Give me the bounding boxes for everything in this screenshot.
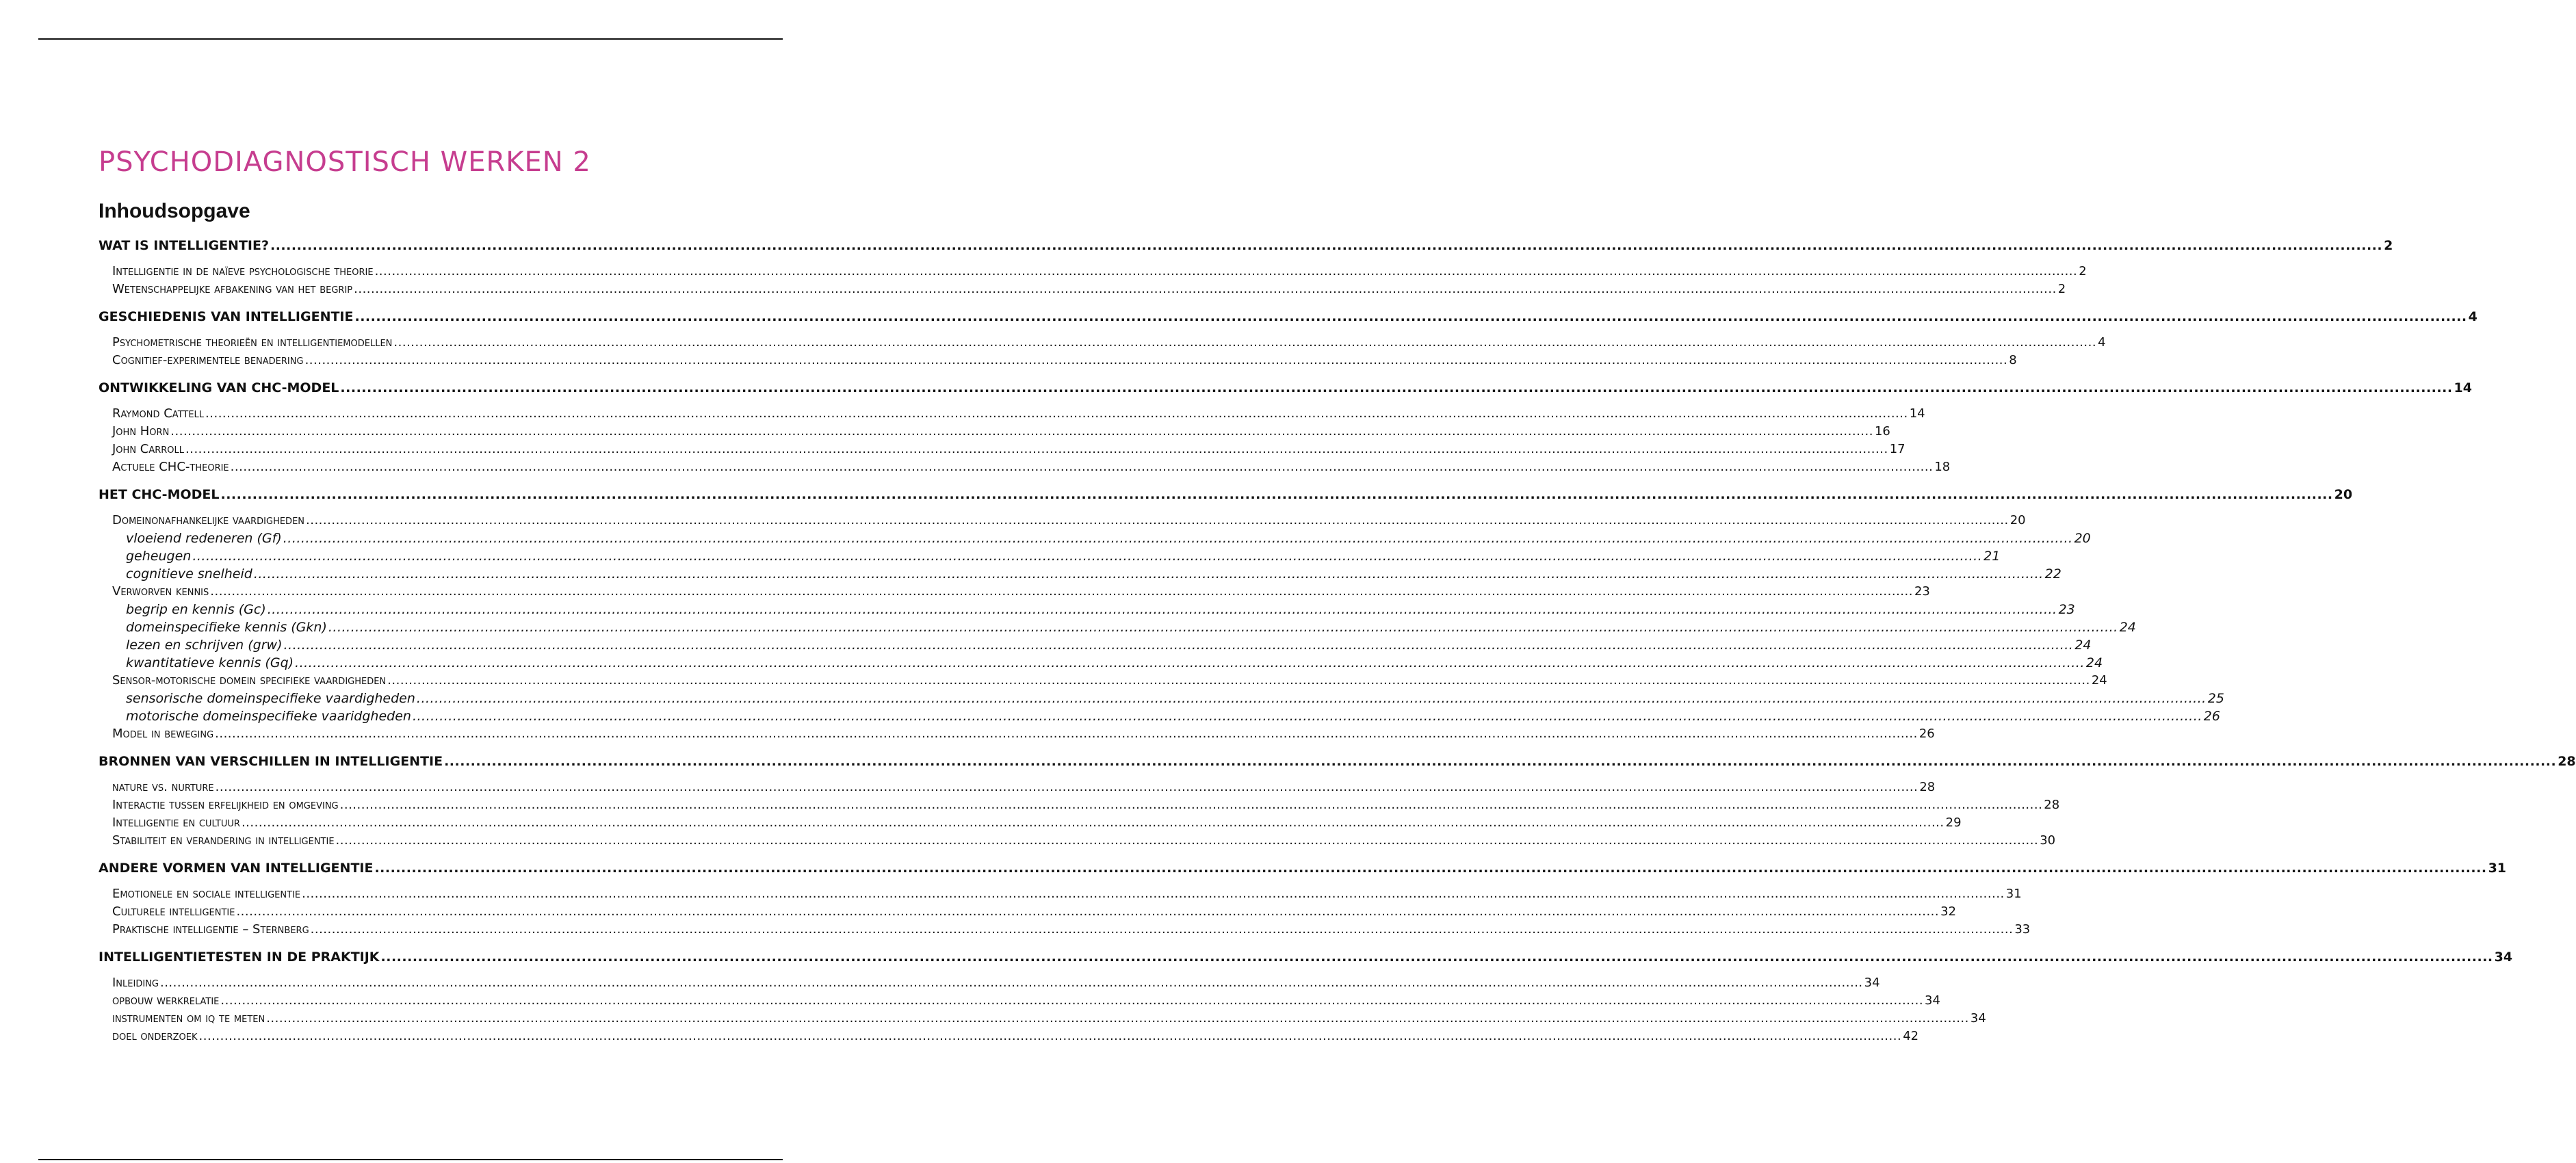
toc-dot-leader: ................................................................................................................................................................................................................................................................................................................................................................................................................ — [215, 727, 1918, 741]
toc-entry-label: Model in beweging — [112, 727, 214, 741]
toc-dot-leader: ................................................................................................................................................................................................................................................................................................................................................................................................................ — [387, 673, 2090, 688]
toc-dot-leader: ................................................................................................................................................................................................................................................................................................................................................................................................................ — [210, 584, 1913, 599]
toc-dot-leader: ................................................................................................................................................................................................................................................................................................................................................................................................................ — [304, 353, 2008, 367]
toc-entry-label: lezen en schrijven (grw) — [126, 638, 283, 653]
toc-dot-leader: ................................................................................................................................................................................................................................................................................................................................................................................................................ — [444, 754, 2557, 769]
toc-dot-leader: ................................................................................................................................................................................................................................................................................................................................................................................................................ — [295, 655, 2085, 670]
toc-entry-level-2[interactable] — [112, 1011, 1986, 1025]
toc-entry-level-2[interactable] — [112, 264, 2087, 278]
toc-entry-page-number: 2 — [2057, 282, 2066, 296]
toc-entry-level-1[interactable] — [99, 309, 2477, 324]
toc-entry-page-number: 34 — [1970, 1011, 1986, 1025]
toc-entry-page-number: 29 — [1945, 815, 1962, 830]
toc-dot-leader: ................................................................................................................................................................................................................................................................................................................................................................................................................ — [283, 531, 2073, 546]
toc-dot-leader: ................................................................................................................................................................................................................................................................................................................................................................................................................ — [267, 602, 2057, 617]
toc-entry-label: Sensor-motorische domein specifieke vaardigheden — [112, 673, 387, 688]
toc-entry-level-2[interactable] — [112, 833, 2056, 848]
toc-entry-page-number: 20 — [2009, 513, 2026, 527]
toc-entry-label: sensorische domeinspecifieke vaardigheden — [126, 691, 415, 706]
toc-entry-label: Actuele CHC-theorie — [112, 460, 229, 474]
toc-entry-label: BRONNEN VAN VERSCHILLEN IN INTELLIGENTIE — [99, 754, 443, 769]
toc-entry-page-number: 31 — [2488, 861, 2507, 876]
toc-dot-leader: ................................................................................................................................................................................................................................................................................................................................................................................................................ — [192, 549, 1983, 564]
toc-entry-page-number: 24 — [2074, 638, 2092, 653]
toc-entry-page-number: 42 — [1903, 1029, 1919, 1043]
toc-entry-label: Intelligentie en cultuur — [112, 815, 240, 830]
toc-entry-level-3[interactable] — [126, 655, 2103, 670]
toc-entry-label: instrumenten om iq te meten — [112, 1011, 265, 1025]
toc-entry-level-1[interactable] — [99, 380, 2472, 395]
toc-dot-leader: ................................................................................................................................................................................................................................................................................................................................................................................................................ — [270, 238, 2383, 253]
toc-entry-level-2[interactable] — [112, 727, 1935, 741]
toc-dot-leader: ................................................................................................................................................................................................................................................................................................................................................................................................................ — [185, 442, 1888, 456]
toc-entry-level-3[interactable] — [126, 602, 2075, 617]
toc-dot-leader: ................................................................................................................................................................................................................................................................................................................................................................................................................ — [412, 709, 2202, 724]
toc-entry-label: nature vs. nurture — [112, 780, 214, 794]
toc-entry-level-1[interactable] — [99, 238, 2393, 253]
toc-entry-label: WAT IS INTELLIGENTIE? — [99, 238, 269, 253]
toc-dot-leader: ................................................................................................................................................................................................................................................................................................................................................................................................................ — [354, 282, 2057, 296]
page-bottom-rule — [38, 1159, 783, 1160]
toc-dot-leader: ................................................................................................................................................................................................................................................................................................................................................................................................................ — [236, 904, 1940, 919]
toc-entry-page-number: 20 — [2334, 487, 2353, 502]
toc-entry-level-2[interactable] — [112, 798, 2060, 812]
toc-entry-level-2[interactable] — [112, 976, 1880, 990]
toc-entry-label: begrip en kennis (Gc) — [126, 602, 266, 617]
toc-entry-level-1[interactable] — [99, 487, 2353, 502]
toc-entry-level-2[interactable] — [112, 922, 2031, 937]
toc-dot-leader: ................................................................................................................................................................................................................................................................................................................................................................................................................ — [230, 460, 1934, 474]
toc-heading: Inhoudsopgave — [99, 200, 250, 222]
toc-entry-level-2[interactable] — [112, 335, 2106, 350]
toc-dot-leader: ................................................................................................................................................................................................................................................................................................................................................................................................................ — [335, 833, 2039, 848]
toc-entry-level-2[interactable] — [112, 282, 2066, 296]
toc-entry-level-3[interactable] — [126, 566, 2061, 582]
toc-entry-label: INTELLIGENTIETESTEN IN DE PRAKTIJK — [99, 950, 380, 965]
toc-entry-page-number: 30 — [2040, 833, 2056, 848]
toc-entry-label: Intelligentie in de naïeve psychologische theorie — [112, 264, 374, 278]
toc-entry-label: ANDERE VORMEN VAN INTELLIGENTIE — [99, 861, 374, 876]
toc-dot-leader: ................................................................................................................................................................................................................................................................................................................................................................................................................ — [198, 1029, 1902, 1043]
toc-entry-label: Domeinonafhankelijke vaardigheden — [112, 513, 305, 527]
toc-entry-label: Inleiding — [112, 976, 159, 990]
toc-entry-level-2[interactable] — [112, 353, 2017, 367]
toc-entry-label: ONTWIKKELING VAN CHC-MODEL — [99, 380, 339, 395]
toc-entry-level-3[interactable] — [126, 620, 2136, 635]
toc-entry-level-3[interactable] — [126, 638, 2092, 653]
toc-entry-label: Cognitief-experimentele benadering — [112, 353, 304, 367]
toc-entry-page-number: 14 — [1909, 406, 1925, 421]
toc-entry-page-number: 17 — [1889, 442, 1905, 456]
toc-entry-level-1[interactable] — [99, 861, 2507, 876]
toc-entry-page-number: 34 — [1864, 976, 1880, 990]
toc-entry-label: kwantitatieve kennis (Gq) — [126, 655, 294, 670]
toc-entry-page-number: 24 — [2119, 620, 2136, 635]
toc-entry-page-number: 20 — [2074, 531, 2091, 546]
toc-entry-label: GESCHIEDENIS VAN INTELLIGENTIE — [99, 309, 354, 324]
toc-dot-leader: ................................................................................................................................................................................................................................................................................................................................................................................................................ — [241, 815, 1944, 830]
document-title: PSYCHODIAGNOSTISCH WERKEN 2 — [99, 146, 591, 178]
toc-dot-leader: ................................................................................................................................................................................................................................................................................................................................................................................................................ — [215, 780, 1918, 794]
toc-entry-label: geheugen — [126, 549, 192, 564]
toc-entry-page-number: 32 — [1940, 904, 1957, 919]
toc-entry-label: opbouw werkrelatie — [112, 993, 220, 1008]
toc-dot-leader: ................................................................................................................................................................................................................................................................................................................................................................................................................ — [374, 861, 2487, 876]
toc-entry-page-number: 34 — [1925, 993, 1940, 1008]
toc-entry-level-2[interactable] — [112, 993, 1940, 1008]
toc-entry-level-2[interactable] — [112, 815, 1962, 830]
toc-dot-leader: ................................................................................................................................................................................................................................................................................................................................................................................................................ — [340, 380, 2453, 395]
toc-entry-page-number: 28 — [1919, 780, 1936, 794]
toc-entry-page-number: 28 — [2044, 798, 2060, 812]
toc-entry-page-number: 23 — [1914, 584, 1930, 599]
toc-dot-leader: ................................................................................................................................................................................................................................................................................................................................................................................................................ — [220, 487, 2333, 502]
toc-entry-label: Wetenschappelijke afbakening van het begrip — [112, 282, 353, 296]
toc-entry-page-number: 16 — [1874, 424, 1890, 439]
toc-entry-page-number: 25 — [2207, 691, 2224, 706]
toc-entry-label: Praktische intelligentie – Sternberg — [112, 922, 309, 937]
toc-dot-leader: ................................................................................................................................................................................................................................................................................................................................................................................................................ — [310, 922, 2014, 937]
toc-entry-page-number: 33 — [2014, 922, 2031, 937]
toc-entry-page-number: 34 — [2494, 950, 2513, 965]
toc-entry-page-number: 28 — [2558, 754, 2576, 769]
toc-dot-leader: ................................................................................................................................................................................................................................................................................................................................................................................................................ — [159, 976, 1863, 990]
toc-entry-level-2[interactable] — [112, 887, 2022, 901]
toc-dot-leader: ................................................................................................................................................................................................................................................................................................................................................................................................................ — [253, 566, 2044, 582]
toc-entry-page-number: 24 — [2091, 673, 2107, 688]
toc-entry-level-2[interactable] — [112, 780, 1936, 794]
toc-entry-label: motorische domeinspecifieke vaaridgheden — [126, 709, 411, 724]
toc-dot-leader: ................................................................................................................................................................................................................................................................................................................................................................................................................ — [170, 424, 1873, 439]
toc-entry-page-number: 24 — [2085, 655, 2103, 670]
toc-entry-label: domeinspecifieke kennis (Gkn) — [126, 620, 327, 635]
toc-entry-label: vloeiend redeneren (Gf) — [126, 531, 282, 546]
toc-entry-level-3[interactable] — [126, 531, 2091, 546]
toc-entry-label: Interactie tussen erfelijkheid en omgeving — [112, 798, 339, 812]
toc-entry-label: HET CHC-MODEL — [99, 487, 220, 502]
toc-entry-level-1[interactable] — [99, 754, 2576, 769]
toc-entry-level-2[interactable] — [112, 424, 1890, 439]
toc-dot-leader: ................................................................................................................................................................................................................................................................................................................................................................................................................ — [283, 638, 2074, 653]
toc-entry-level-2[interactable] — [112, 406, 1925, 421]
toc-entry-level-3[interactable] — [126, 709, 2220, 724]
toc-entry-level-1[interactable] — [99, 950, 2513, 965]
toc-dot-leader: ................................................................................................................................................................................................................................................................................................................................................................................................................ — [393, 335, 2097, 350]
toc-entry-level-2[interactable] — [112, 460, 1951, 474]
toc-entry-label: Culturele intelligentie — [112, 904, 235, 919]
toc-entry-page-number: 26 — [1918, 727, 1935, 741]
toc-dot-leader: ................................................................................................................................................................................................................................................................................................................................................................................................................ — [339, 798, 2043, 812]
toc-dot-leader: ................................................................................................................................................................................................................................................................................................................................................................................................................ — [220, 993, 1924, 1008]
toc-entry-level-2[interactable] — [112, 584, 1930, 599]
toc-dot-leader: ................................................................................................................................................................................................................................................................................................................................................................................................................ — [380, 950, 2493, 965]
toc-entry-label: doel onderzoek — [112, 1029, 198, 1043]
toc-entry-page-number: 14 — [2454, 380, 2472, 395]
toc-dot-leader: ................................................................................................................................................................................................................................................................................................................................................................................................................ — [354, 309, 2467, 324]
toc-entry-label: Psychometrische theorieën en intelligentiemodellen — [112, 335, 393, 350]
toc-dot-leader: ................................................................................................................................................................................................................................................................................................................................................................................................................ — [306, 513, 2009, 527]
toc-entry-level-3[interactable] — [126, 549, 2001, 564]
toc-entry-page-number: 18 — [1934, 460, 1951, 474]
toc-entry-level-3[interactable] — [126, 691, 2224, 706]
toc-entry-page-number: 4 — [2468, 309, 2477, 324]
toc-entry-level-2[interactable] — [112, 513, 2026, 527]
toc-entry-level-2[interactable] — [112, 1029, 1919, 1043]
toc-dot-leader: ................................................................................................................................................................................................................................................................................................................................................................................................................ — [266, 1011, 1969, 1025]
toc-dot-leader: ................................................................................................................................................................................................................................................................................................................................................................................................................ — [205, 406, 1908, 421]
toc-entry-page-number: 4 — [2098, 335, 2106, 350]
toc-dot-leader: ................................................................................................................................................................................................................................................................................................................................................................................................................ — [302, 887, 2005, 901]
toc-entry-label: John Horn — [112, 424, 170, 439]
toc-entry-level-2[interactable] — [112, 442, 1905, 456]
toc-entry-page-number: 23 — [2058, 602, 2075, 617]
toc-entry-label: Emotionele en sociale intelligentie — [112, 887, 301, 901]
toc-entry-label: Stabiliteit en verandering in intelligentie — [112, 833, 335, 848]
toc-dot-leader: ................................................................................................................................................................................................................................................................................................................................................................................................................ — [328, 620, 2118, 635]
toc-entry-level-2[interactable] — [112, 904, 1957, 919]
toc-entry-page-number: 31 — [2005, 887, 2022, 901]
toc-entry-page-number: 22 — [2044, 566, 2061, 582]
toc-entry-level-2[interactable] — [112, 673, 2107, 688]
toc-dot-leader: ................................................................................................................................................................................................................................................................................................................................................................................................................ — [374, 264, 2078, 278]
toc-entry-page-number: 26 — [2203, 709, 2220, 724]
toc-entry-label: cognitieve snelheid — [126, 566, 252, 582]
toc-entry-page-number: 21 — [1983, 549, 2001, 564]
toc-entry-page-number: 2 — [2079, 264, 2087, 278]
toc-entry-page-number: 2 — [2384, 238, 2393, 253]
toc-entry-label: Verworven kennis — [112, 584, 209, 599]
toc-dot-leader: ................................................................................................................................................................................................................................................................................................................................................................................................................ — [416, 691, 2207, 706]
toc-entry-label: John Carroll — [112, 442, 185, 456]
toc-entry-page-number: 8 — [2009, 353, 2017, 367]
toc-entry-label: Raymond Cattell — [112, 406, 205, 421]
